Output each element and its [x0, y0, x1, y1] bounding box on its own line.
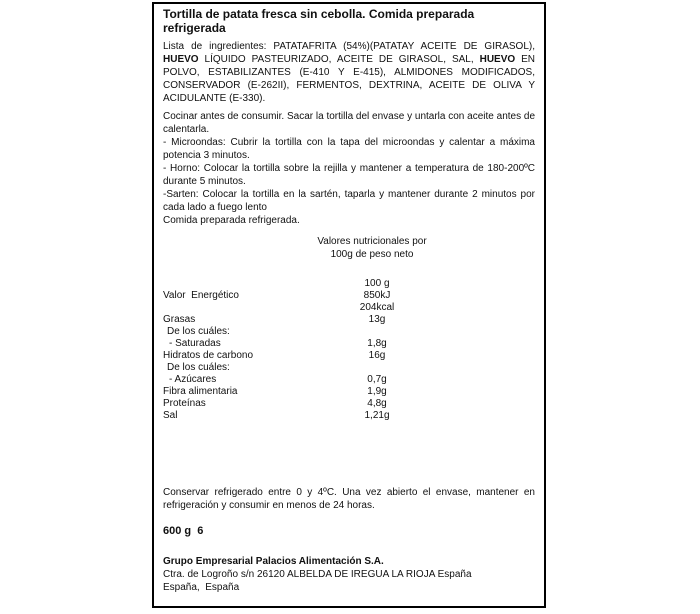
nutrient-label: - Azúcares — [169, 374, 217, 385]
nutrition-row — [163, 314, 535, 326]
nutrient-value: 4,8g — [367, 398, 387, 409]
nutrition-row — [163, 338, 535, 350]
nutrition-row — [163, 278, 535, 290]
nutrient-value: 1,21g — [364, 410, 390, 421]
storage-instructions: Conservar refrigerado entre 0 y 4ºC. Una vez abierto el envase, mantener en refrigeración y consumir en menos de 24 horas. — [163, 487, 535, 511]
nutrient-value: 13g — [368, 314, 386, 325]
nutrition-row — [163, 350, 535, 362]
nutrient-value: 204kcal — [359, 302, 395, 313]
nutrient-value: 100 g — [364, 278, 390, 289]
nutrient-value: 850kJ — [363, 290, 391, 301]
ingredient-text: Lista de ingredientes: PATATAFRITA (54%)(PATATAY ACEITE DE GIRASOL), — [163, 41, 535, 52]
ingredient-allergen-bold: HUEVO — [479, 54, 516, 65]
nutrient-label: Valor Energético — [163, 290, 239, 301]
nutrition-row — [163, 362, 535, 374]
nutrition-row — [163, 374, 535, 386]
nutrient-label: Proteínas — [163, 398, 206, 409]
nutrition-row — [163, 410, 535, 422]
nutrition-header-line1: Valores nutricionales por — [317, 236, 427, 247]
product-label — [152, 2, 546, 608]
nutrition-row — [163, 290, 535, 302]
ingredient-text: LÍQUIDO PASTEURIZADO, ACEITE DE GIRASOL, SAL, — [198, 54, 480, 65]
nutrient-label: De los cuáles: — [167, 326, 230, 337]
instruction-line: Cocinar antes de consumir. Sacar la tortilla del envase y untarla con aceite antes de calentarla. — [163, 111, 535, 135]
ingredient-allergen-bold: HUEVO — [163, 54, 199, 65]
product-title: Tortilla de patata fresca sin cebolla. Comida preparada refrigerada — [163, 7, 475, 35]
manufacturer-info — [163, 555, 535, 594]
cooking-instructions — [163, 110, 535, 227]
nutrition-row — [163, 326, 535, 338]
nutrient-value: 0,7g — [367, 374, 387, 385]
manufacturer-address-line2: España, España — [163, 582, 240, 593]
nutrient-value: 1,9g — [367, 386, 387, 397]
instruction-line: Comida preparada refrigerada. — [163, 215, 300, 226]
manufacturer-name: Grupo Empresarial Palacios Alimentación S.A. — [163, 556, 384, 567]
nutrient-label: Fibra alimentaria — [163, 386, 238, 397]
nutrition-header-line2: 100g de peso neto — [330, 249, 414, 260]
instruction-line: - Microondas: Cubrir la tortilla con la tapa del microondas y calentar a máxima potencia 3 minutos. — [163, 137, 535, 161]
nutrition-row — [163, 302, 535, 314]
manufacturer-address-line1: Ctra. de Logroño s/n 26120 ALBELDA DE IREGUA LA RIOJA España — [163, 569, 472, 580]
nutrition-header — [262, 235, 482, 261]
ingredients-paragraph — [163, 40, 535, 105]
nutrient-label: Sal — [163, 410, 178, 421]
ingredient-text: EN POLVO, ESTABILIZANTES (E-410 Y E-415), ALMIDONES MODIFICADOS, CONSERVADOR (E-262II), FERMENTOS, DEXTRINA, ACEITE DE OLIVA Y ACIDULANTE (E-330). — [163, 54, 536, 104]
nutrition-table — [163, 278, 535, 422]
nutrition-row — [163, 386, 535, 398]
nutrition-row — [163, 398, 535, 410]
net-weight: 600 g 6 — [163, 525, 204, 537]
nutrient-value: 1,8g — [367, 338, 387, 349]
nutrient-label: De los cuáles: — [167, 362, 230, 373]
instruction-line: - Horno: Colocar la tortilla sobre la rejilla y mantener a temperatura de 180-200ºC durante 5 minutos. — [163, 163, 535, 187]
nutrient-label: - Saturadas — [169, 338, 221, 349]
nutrient-label: Hidratos de carbono — [163, 350, 254, 361]
nutrient-value: 16g — [368, 350, 386, 361]
instruction-line: -Sarten: Colocar la tortilla en la sartén, taparla y mantener durante 2 minutos por cada lado a fuego lento — [163, 189, 535, 213]
nutrient-label: Grasas — [163, 314, 196, 325]
